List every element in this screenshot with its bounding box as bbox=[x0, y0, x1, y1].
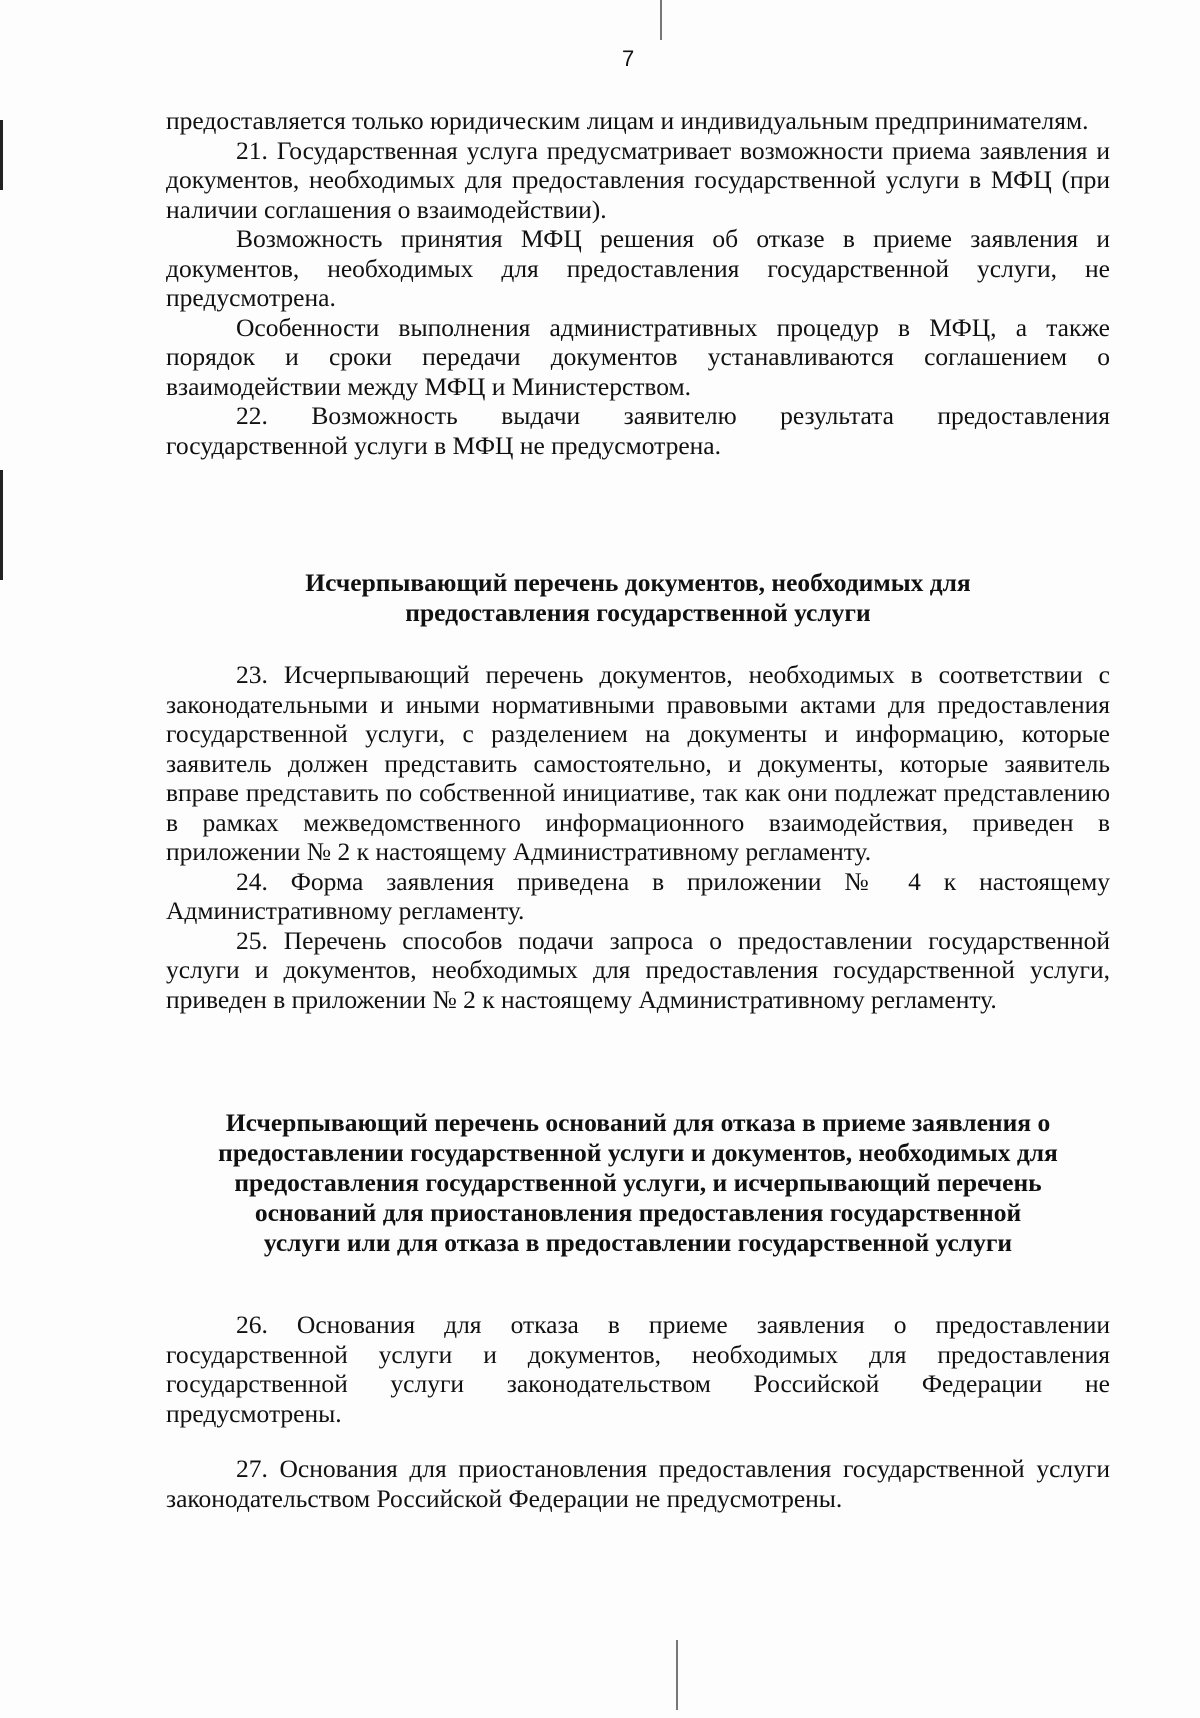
paragraph-24: 24. Форма заявления приведена в приложении № 4 к настоящему Административному регламенту. bbox=[166, 866, 1110, 925]
paragraph-26: 26. Основания для отказа в приеме заявления о предоставлении государственной услуги и документов, необходимых для предоставления государственной услуги законодательством Российской Федерации не предусмотрены. bbox=[166, 1310, 1110, 1428]
heading-line: предоставления государственной услуги bbox=[405, 598, 871, 627]
scan-edge-mark bbox=[0, 470, 3, 580]
section-heading-refusal-grounds bbox=[166, 1108, 1110, 1258]
section-block-1 bbox=[166, 106, 1110, 460]
section-block-2 bbox=[166, 660, 1110, 1014]
section-block-3 bbox=[166, 1310, 1110, 1428]
scan-edge-mark bbox=[0, 120, 3, 190]
heading-line: Исчерпывающий перечень документов, необходимых для bbox=[305, 568, 971, 597]
heading-line: оснований для приостановления предоставления государственной bbox=[254, 1198, 1022, 1227]
paragraph-25: 25. Перечень способов подачи запроса о предоставлении государственной услуги и документов, необходимых для предоставления государственной услуги, приведен в приложении № 2 к настоящему Административному регламенту. bbox=[166, 925, 1110, 1014]
paragraph-21-mfc-procedures: Особенности выполнения административных процедур в МФЦ, а также порядок и сроки передачи документов устанавливаются соглашением о взаимодействии между МФЦ и Министерством. bbox=[166, 312, 1110, 401]
heading-line: Исчерпывающий перечень оснований для отказа в приеме заявления о bbox=[225, 1108, 1051, 1137]
scan-artifact bbox=[676, 1640, 678, 1710]
section-block-4 bbox=[166, 1454, 1110, 1513]
paragraph-continuation: предоставляется только юридическим лицам и индивидуальным предпринимателям. bbox=[166, 106, 1089, 135]
paragraph-21-mfc-refusal: Возможность принятия МФЦ решения об отказе в приеме заявления и документов, необходимых для предоставления государственной услуги, не предусмотрена. bbox=[166, 224, 1110, 312]
paragraph-21: 21. Государственная услуга предусматривает возможности приема заявления и документов, необходимых для предоставления государственной услуги в МФЦ (при наличии соглашения о взаимодействии). bbox=[166, 135, 1110, 224]
heading-line: услуги или для отказа в предоставлении государственной услуги bbox=[263, 1228, 1013, 1257]
paragraph-27: 27. Основания для приостановления предоставления государственной услуги законодательством Российской Федерации не предусмотрены. bbox=[166, 1454, 1110, 1513]
page-number: 7 bbox=[622, 46, 635, 71]
heading-line: предоставления государственной услуги, и исчерпывающий перечень bbox=[234, 1168, 1042, 1197]
section-heading-documents bbox=[166, 568, 1110, 628]
paragraph-23: 23. Исчерпывающий перечень документов, необходимых в соответствии с законодательными и иными нормативными правовыми актами для предоставления государственной услуги, с разделением на документы и информацию, которые заявитель должен представить самостоятельно, и документы, которые заявитель вправе представить по собственной инициативе, так как они подлежат представлению в рамках межведомственного информационного взаимодействия, приведен в приложении № 2 к настоящему Административному регламенту. bbox=[166, 660, 1110, 866]
scan-artifact bbox=[660, 0, 662, 40]
heading-line: предоставлении государственной услуги и документов, необходимых для bbox=[218, 1138, 1058, 1167]
paragraph-22: 22. Возможность выдачи заявителю результата предоставления государственной услуги в МФЦ не предусмотрена. bbox=[166, 401, 1110, 460]
